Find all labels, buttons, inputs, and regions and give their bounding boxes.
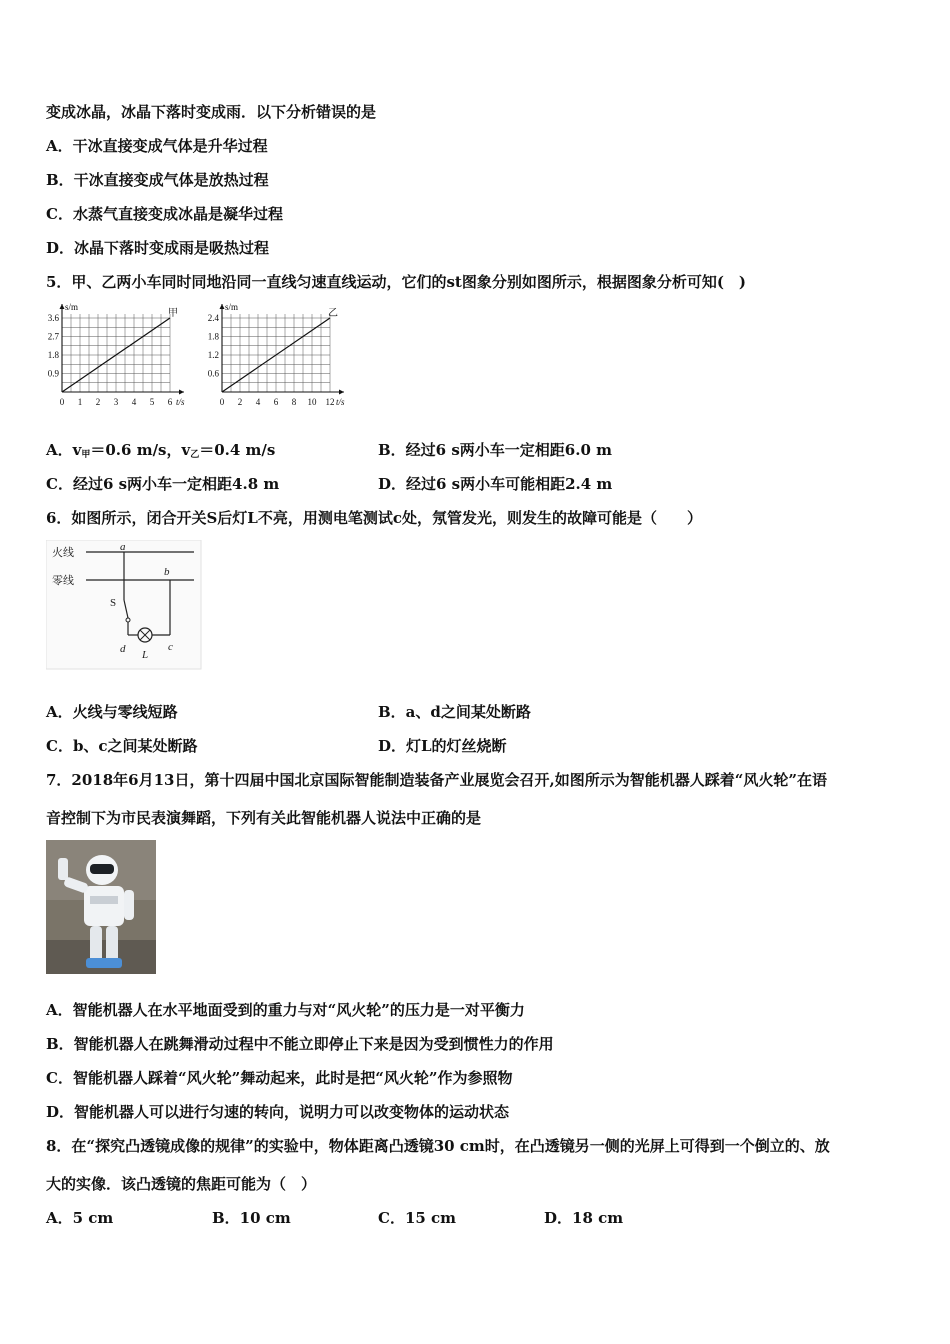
x-tick-label: 0 bbox=[59, 397, 65, 407]
q5-option-c[interactable]: C．经过6 s两小车一定相距4.8 m bbox=[46, 475, 280, 493]
q4-option-d[interactable]: D．冰晶下落时变成雨是吸热过程 bbox=[46, 239, 270, 257]
q4-option-a[interactable]: A．干冰直接变成气体是升华过程 bbox=[46, 137, 268, 155]
x-tick-label: 5 bbox=[149, 397, 155, 407]
y-axis-arrow bbox=[220, 304, 225, 309]
q6-stem: 6．如图所示，闭合开关S后灯L不亮，用测电笔测试c处，氖管发光，则发生的故障可能是（ ） bbox=[46, 509, 702, 527]
x-tick-label: 4 bbox=[255, 397, 261, 407]
q7-option-a[interactable]: A．智能机器人在水平地面受到的重力与对“风火轮”的压力是一对平衡力 bbox=[46, 1001, 525, 1019]
chart-jia bbox=[40, 300, 200, 415]
lamp-label: L bbox=[142, 649, 149, 661]
q7-option-c[interactable]: C．智能机器人踩着“风火轮”舞动起来，此时是把“风火轮”作为参照物 bbox=[46, 1069, 513, 1087]
x-tick-label: 2 bbox=[237, 397, 243, 407]
chart-yi bbox=[200, 300, 360, 415]
point-b-label: b bbox=[164, 566, 170, 578]
q7-option-d[interactable]: D．智能机器人可以进行匀速的转向，说明力可以改变物体的运动状态 bbox=[46, 1103, 510, 1121]
x-tick-label: 6 bbox=[167, 397, 173, 407]
x-axis-label: t/s bbox=[176, 397, 185, 407]
circuit-diagram bbox=[46, 540, 202, 670]
y-tick-label: 1.8 bbox=[47, 350, 59, 360]
q5-option-a-mid: ＝0.6 m/s，v bbox=[90, 441, 191, 459]
x-axis-label: t/s bbox=[336, 397, 345, 407]
neutral-wire-label: 零线 bbox=[52, 575, 74, 587]
q6-option-d[interactable]: D．灯L的灯丝烧断 bbox=[378, 737, 507, 755]
q5-option-a-sub2: 乙 bbox=[190, 450, 200, 460]
q5-option-a-sub1: 甲 bbox=[81, 450, 91, 460]
q7-option-b[interactable]: B．智能机器人在跳舞滑动过程中不能立即停止下来是因为受到惯性力的作用 bbox=[46, 1035, 554, 1053]
live-wire-label: 火线 bbox=[52, 547, 74, 559]
q5-option-d[interactable]: D．经过6 s两小车可能相距2.4 m bbox=[378, 475, 613, 493]
q4-option-b[interactable]: B．干冰直接变成气体是放热过程 bbox=[46, 171, 269, 189]
x-tick-label: 3 bbox=[113, 397, 119, 407]
q4-option-c[interactable]: C．水蒸气直接变成冰晶是凝华过程 bbox=[46, 205, 283, 223]
x-tick-label: 10 bbox=[307, 397, 317, 407]
q5-option-b[interactable]: B．经过6 s两小车一定相距6.0 m bbox=[378, 441, 612, 459]
x-tick-label: 1 bbox=[77, 397, 83, 407]
q5-option-a-pre: A．v bbox=[46, 441, 82, 459]
y-axis-arrow bbox=[60, 304, 65, 309]
y-tick-label: 3.6 bbox=[47, 313, 59, 323]
y-axis-label: s/m bbox=[225, 302, 239, 312]
q6-option-a[interactable]: A．火线与零线短路 bbox=[46, 703, 178, 721]
y-tick-label: 2.4 bbox=[207, 313, 219, 323]
x-tick-label: 6 bbox=[273, 397, 279, 407]
y-tick-label: 0.9 bbox=[47, 368, 59, 379]
q7-stem-line1: 7．2018年6月13日，第十四届中国北京国际智能制造装备产业展览会召开,如图所示为智能机器人踩着“风火轮”在语 bbox=[46, 771, 827, 789]
x-tick-label: 4 bbox=[131, 397, 137, 407]
y-tick-label: 2.7 bbox=[47, 331, 59, 342]
y-tick-label: 1.2 bbox=[207, 350, 219, 360]
robot-photo bbox=[46, 840, 156, 974]
y-tick-label: 1.8 bbox=[207, 331, 219, 342]
q6-option-c[interactable]: C．b、c之间某处断路 bbox=[46, 737, 198, 755]
y-axis-label: s/m bbox=[65, 302, 79, 312]
x-tick-label: 12 bbox=[325, 397, 335, 407]
q8-option-a[interactable]: A．5 cm bbox=[46, 1209, 114, 1227]
y-tick-label: 0.6 bbox=[207, 368, 219, 379]
q7-stem-line2: 音控制下为市民表演舞蹈，下列有关此智能机器人说法中正确的是 bbox=[46, 809, 482, 827]
q8-option-d[interactable]: D．18 cm bbox=[544, 1209, 624, 1227]
switch-label: S bbox=[110, 597, 117, 609]
x-axis-arrow bbox=[339, 390, 344, 395]
q5-option-a-post: ＝0.4 m/s bbox=[199, 441, 276, 459]
point-c-label: c bbox=[168, 641, 173, 653]
x-axis-arrow bbox=[179, 390, 184, 395]
q6-option-b[interactable]: B．a、d之间某处断路 bbox=[378, 703, 531, 721]
x-tick-label: 2 bbox=[95, 397, 101, 407]
q5-stem: 5．甲、乙两小车同时同地沿同一直线匀速直线运动，它们的st图象分别如图所示，根据图象分析可知( ) bbox=[46, 273, 747, 291]
series-label: 甲 bbox=[168, 308, 178, 319]
point-a-label: a bbox=[120, 541, 126, 553]
x-tick-label: 0 bbox=[219, 397, 225, 407]
x-tick-label: 8 bbox=[291, 397, 297, 407]
point-d-label: d bbox=[120, 643, 126, 655]
q8-stem-line2: 大的实像．该凸透镜的焦距可能为（ ） bbox=[46, 1175, 317, 1193]
q5-option-a[interactable] bbox=[46, 440, 275, 465]
q4-stem-tail: 变成冰晶，冰晶下落时变成雨．以下分析错误的是 bbox=[46, 103, 377, 121]
q8-stem-line1: 8．在“探究凸透镜成像的规律”的实验中，物体距离凸透镜30 cm时，在凸透镜另一侧的光屏上可得到一个倒立的、放 bbox=[46, 1137, 830, 1155]
series-label: 乙 bbox=[328, 308, 338, 319]
q8-option-b[interactable]: B．10 cm bbox=[212, 1209, 291, 1227]
q8-option-c[interactable]: C．15 cm bbox=[378, 1209, 457, 1227]
